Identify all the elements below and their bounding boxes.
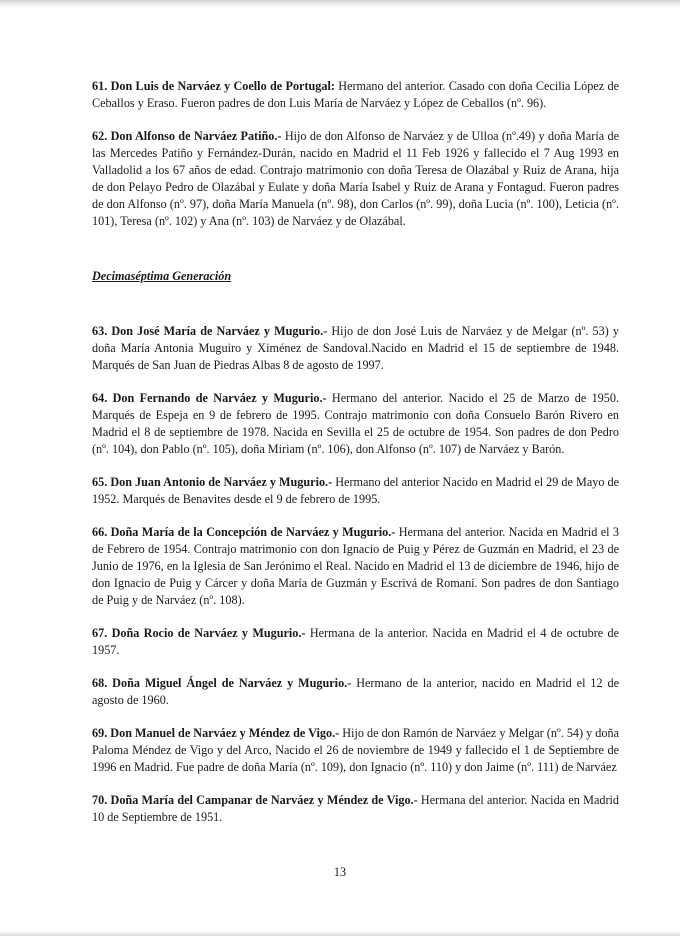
entry-name: Doña Miguel Ángel de Narváez y Mugurio.- xyxy=(112,676,352,690)
entry-number: 65. xyxy=(92,475,108,489)
entry-name: Don Alfonso de Narváez Patiño.- xyxy=(110,129,282,143)
entry-number: 62. xyxy=(92,129,108,143)
entry-text: Hermano del anterior. Nacido el 25 de Marzo de 1950. Marqués de Espeja en 9 de febrero de 1995. Contrajo matrimonio con doña Consuelo Barón Rivero en Madrid el 8 de septiembre de 1978. Nacida en Sevilla el 25 de octubre de 1954. Son padres de don Pedro (nº. 104), don Pablo (nº. 105), doña Miriam (nº. 106), don Alfonso (nº. 107) de Narváez y Barón. xyxy=(92,391,620,456)
scan-edge-bottom xyxy=(0,930,680,936)
document-body xyxy=(92,78,619,842)
entry-65 xyxy=(92,474,619,508)
section-heading: Decimaséptima Generación xyxy=(92,269,232,283)
entry-number: 66. xyxy=(92,525,108,539)
entry-number: 70. xyxy=(92,793,108,807)
scan-edge-top xyxy=(0,0,680,8)
entry-number: 64. xyxy=(92,391,108,405)
entry-text: Hermano de la anterior, nacido en Madrid el 12 de agosto de 1960. xyxy=(92,676,620,707)
entry-name: Doña María de la Concepción de Narváez y Mugurio.- xyxy=(110,525,396,539)
entry-number: 61. xyxy=(92,79,108,93)
entry-67 xyxy=(92,625,619,659)
entry-69 xyxy=(92,725,619,776)
entry-62 xyxy=(92,128,619,230)
entry-61 xyxy=(92,78,619,112)
entry-63 xyxy=(92,323,619,374)
entry-name: Don Manuel de Narváez y Méndez de Vigo.- xyxy=(110,726,340,740)
entry-name: Don José María de Narváez y Mugurio.- xyxy=(111,324,328,338)
entry-text: Hijo de don Ramón de Narváez y Melgar (nº. 54) y doña Paloma Méndez de Vigo y del Arco, Nacido el 26 de noviembre de 1949 y fallecido el 1 de Septiembre de 1996 en Madrid. Fue padre de doña María (nº. 109), don Ignacio (nº. 110) y don Jaime (nº. 111) de Narváez xyxy=(92,726,619,774)
entry-number: 68. xyxy=(92,676,108,690)
entry-68 xyxy=(92,675,619,709)
entry-name: Don Juan Antonio de Narváez y Mugurio.- xyxy=(110,475,333,489)
entry-name: Doña María del Campanar de Narváez y Méndez de Vigo.- xyxy=(110,793,418,807)
entry-number: 67. xyxy=(92,626,108,640)
entry-64 xyxy=(92,390,619,458)
entry-text: Hijo de don Alfonso de Narváez y de Ulloa (nº.49) y doña María de las Mercedes Patiño y Fernández-Durán, nacido en Madrid el 11 Feb 1926 y fallecido el 7 Aug 1993 en Valladolid a los 67 años de edad. Contrajo matrimonio con doña Teresa de Olazábal y Ruiz de Arana, hija de don Pelayo Pedro de Olazábal y Eulate y doña María Isabel y Ruiz de Arana y Fontagud. Fueron padres de don Alfonso (nº. 97), doña María Manuela (nº. 98), don Carlos (nº. 99), doña Lucia (nº. 100), Leticia (nº. 101), Teresa (nº. 102) y Ana (nº. 103) de Narváez y de Olazábal. xyxy=(92,129,620,228)
entry-name: Don Fernando de Narváez y Mugurio.- xyxy=(112,391,327,405)
entry-name: Don Luis de Narváez y Coello de Portugal: xyxy=(110,79,335,93)
entry-text: Hermana del anterior. Nacida en Madrid el 3 de Febrero de 1954. Contrajo matrimonio con don Ignacio de Puig y Pérez de Guzmán en Madrid, el 23 de Junio de 1976, en la Iglesia de San Jerónimo el Real. Nacido en Madrid el 13 de diciembre de 1946, hijo de don Ignacio de Puig y Cárcer y doña María de Guzmán y Escrivá de Romaní. Son padres de don Santiago de Puig y de Narváez (nº. 108). xyxy=(92,525,619,607)
entry-text: Hermano del anterior. Casado con doña Cecilia López de Ceballos y Eraso. Fueron padres de don Luis María de Narváez y López de Ceballos (nº. 96). xyxy=(92,79,620,110)
entry-text: Hijo de don José Luis de Narváez y de Melgar (nº. 53) y doña María Antonia Muguiro y Ximénez de Sandoval.Nacido en Madrid el 15 de septiembre de 1948. Marqués de San Juan de Piedras Albas 8 de agosto de 1997. xyxy=(92,324,620,372)
entry-66 xyxy=(92,524,619,609)
entry-text: Hermano del anterior Nacido en Madrid el 29 de Mayo de 1952. Marqués de Benavites desde el 9 de febrero de 1995. xyxy=(92,475,619,506)
entry-number: 69. xyxy=(92,726,108,740)
entry-name: Doña Rocio de Narváez y Mugurio.- xyxy=(111,626,306,640)
entry-70 xyxy=(92,792,619,826)
entry-text: Hermana de la anterior. Nacida en Madrid el 4 de octubre de 1957. xyxy=(92,626,619,657)
entry-text: Hermana del anterior. Nacida en Madrid 10 de Septiembre de 1951. xyxy=(92,793,620,824)
page-number: 13 xyxy=(333,865,347,879)
entry-number: 63. xyxy=(92,324,108,338)
